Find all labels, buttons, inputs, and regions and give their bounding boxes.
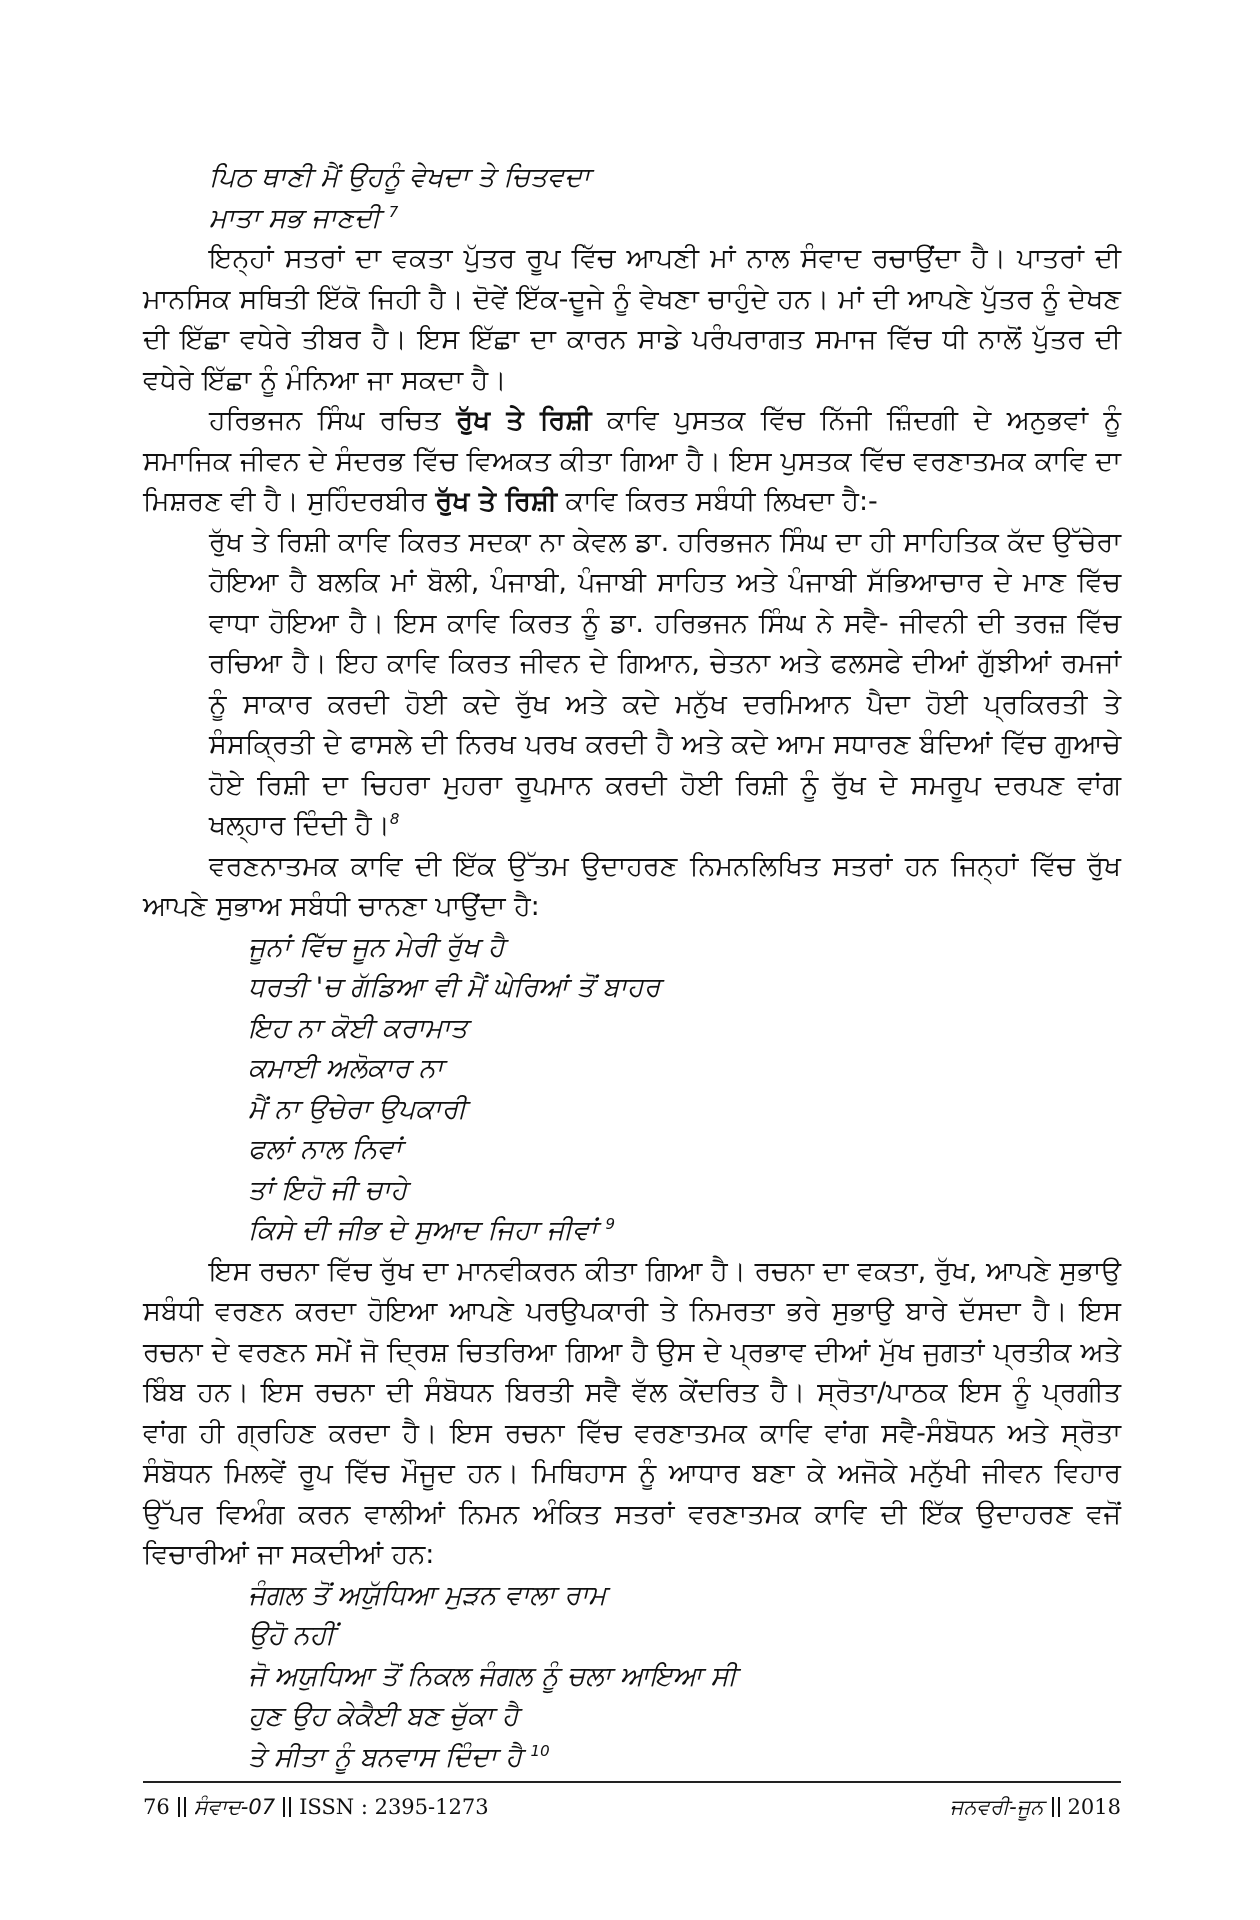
- separator-icon: [1052, 1797, 1060, 1817]
- paragraph: ਇਸ ਰਚਨਾ ਵਿੱਚ ਰੁੱਖ ਦਾ ਮਾਨਵੀਕਰਨ ਕੀਤਾ ਗਿਆ ਹੈ। ਰਚਨਾ ਦਾ ਵਕਤਾ, ਰੁੱਖ, ਆਪਣੇ ਸੁਭਾਉ ਸਬੰਧੀ ਵਰਣਨ ਕਰਦਾ ਹੋਇਆ ਆਪਣੇ ਪਰਉਪਕਾਰੀ ਤੇ ਨਿਮਰਤਾ ਭਰੇ ਸੁਭਾਉ ਬਾਰੇ ਦੱਸਦਾ ਹੈ। ਇਸ ਰਚਨਾ ਦੇ ਵਰਣਨ ਸਮੇਂ ਜੋ ਦ੍ਰਿਸ਼ ਚਿਤਰਿਆ ਗਿਆ ਹੈ ਉਸ ਦੇ ਪ੍ਰਭਾਵ ਦੀਆਂ ਮੁੱਖ ਜੁਗਤਾਂ ਪ੍ਰਤੀਕ ਅਤੇ ਬਿੰਬ ਹਨ। ਇਸ ਰਚਨਾ ਦੀ ਸੰਬੋਧਨ ਬਿਰਤੀ ਸਵੈ ਵੱਲ ਕੇਂਦਰਿਤ ਹੈ। ਸ੍ਰੋਤਾ/ਪਾਠਕ ਇਸ ਨੂੰ ਪ੍ਰਗੀਤ ਵਾਂਗ ਹੀ ਗ੍ਰਹਿਣ ਕਰਦਾ ਹੈ। ਇਸ ਰਚਨਾ ਵਿੱਚ ਵਰਣਾਤਮਕ ਕਾਵਿ ਵਾਂਗ ਸਵੈ-ਸੰਬੋਧਨ ਅਤੇ ਸ੍ਰੋਤਾ ਸੰਬੋਧਨ ਮਿਲਵੇਂ ਰੂਪ ਵਿੱਚ ਮੌਜੂਦ ਹਨ। ਮਿਥਿਹਾਸ ਨੂੰ ਆਧਾਰ ਬਣਾ ਕੇ ਅਜੋਕੇ ਮਨੁੱਖੀ ਜੀਵਨ ਵਿਹਾਰ ਉੱਪਰ ਵਿਅੰਗ ਕਰਨ ਵਾਲੀਆਂ ਨਿਮਨ ਅੰਕਿਤ ਸਤਰਾਂ ਵਰਣਾਤਮਕ ਕਾਵਿ ਦੀ ਇੱਕ ਉਦਾਹਰਣ ਵਜੋਂ ਵਿਚਾਰੀਆਂ ਜਾ ਸਕਦੀਆਂ ਹਨ:: [143, 1255, 1121, 1570]
- journal-name: ਸੰਵਾਦ-07: [193, 1795, 276, 1819]
- verse-line: ਜੋ ਅਯੁਧਿਆ ਤੋਂ ਨਿਕਲ ਜੰਗਲ ਨੂੰ ਚਲਾ ਆਇਆ ਸੀ: [248, 1660, 737, 1692]
- issue-year: 2018: [1067, 1795, 1121, 1819]
- verse-line: ਕਿਸੇ ਦੀ ਜੀਭ ਦੇ ਸੁਆਦ ਜਿਹਾ ਜੀਵਾਂ $^9$: [248, 1215, 616, 1246]
- verse-line: ਜੂਨਾਂ ਵਿੱਚ ਜੂਨ ਮੇਰੀ ਰੁੱਖ ਹੈ: [248, 931, 505, 963]
- footnote-ref: 7: [388, 202, 399, 221]
- page-content: [143, 158, 1121, 1778]
- verse-line: ਹੁਣ ਉਹ ਕੇਕੈਈ ਬਣ ਚੁੱਕਾ ਹੈ: [248, 1701, 519, 1732]
- verse-line: ਧਰਤੀ 'ਚ ਗੱਡਿਆ ਵੀ ਮੈਂ ਘੇਰਿਆਂ ਤੋਂ ਬਾਹਰ: [248, 972, 661, 1003]
- separator-icon: [283, 1797, 291, 1817]
- paragraph: ਹਰਿਭਜਨ ਸਿੰਘ ਰਚਿਤ ਰੁੱਖ ਤੇ ਰਿਸ਼ੀ ਕਾਵਿ ਪੁਸਤਕ ਵਿੱਚ ਨਿੱਜੀ ਜ਼ਿੰਦਗੀ ਦੇ ਅਨੁਭਵਾਂ ਨੂੰ ਸਮਾਜਿਕ ਜੀਵਨ ਦੇ ਸੰਦਰਭ ਵਿੱਚ ਵਿਅਕਤ ਕੀਤਾ ਗਿਆ ਹੈ। ਇਸ ਪੁਸਤਕ ਵਿੱਚ ਵਰਣਾਤਮਕ ਕਾਵਿ ਦਾ ਮਿਸ਼ਰਣ ਵੀ ਹੈ। ਸੁਹਿੰਦਰਬੀਰ ਰੁੱਖ ਤੇ ਰਿਸ਼ੀ ਕਾਵਿ ਕਿਰਤ ਸਬੰਧੀ ਲਿਖਦਾ ਹੈ:-: [143, 405, 1121, 517]
- issue-period: ਜਨਵਰੀ-ਜੂਨ: [949, 1795, 1044, 1819]
- footnote-ref: 8: [389, 810, 400, 828]
- verse-top: [143, 158, 1121, 239]
- footnote-ref: 9: [605, 1215, 616, 1233]
- verse-line: ਤਾਂ ਇਹੋ ਜੀ ਚਾਹੇ: [248, 1174, 407, 1206]
- book-title: ਰੁੱਖ ਤੇ ਰਿਸ਼ੀ: [456, 405, 592, 436]
- separator-icon: [178, 1797, 186, 1817]
- book-title: ਰੁੱਖ ਤੇ ਰਿਸ਼ੀ: [435, 486, 557, 517]
- footnote-ref: 10: [530, 1741, 550, 1760]
- verse-line: ਫਲਾਂ ਨਾਲ ਨਿਵਾਂ: [248, 1134, 402, 1165]
- verse-line: ਜੰਗਲ ਤੋਂ ਅਯੁੱਧਿਆ ਮੁੜਨ ਵਾਲਾ ਰਾਮ: [248, 1579, 607, 1611]
- footer-right: [950, 1790, 1121, 1824]
- block-quote: ਰੁੱਖ ਤੇ ਰਿਸ਼ੀ ਕਾਵਿ ਕਿਰਤ ਸਦਕਾ ਨਾ ਕੇਵਲ ਡਾ. ਹਰਿਭਜਨ ਸਿੰਘ ਦਾ ਹੀ ਸਾਹਿਤਿਕ ਕੱਦ ਉੱਚੇਰਾ ਹੋਇਆ ਹੈ ਬਲਕਿ ਮਾਂ ਬੋਲੀ, ਪੰਜਾਬੀ, ਪੰਜਾਬੀ ਸਾਹਿਤ ਅਤੇ ਪੰਜਾਬੀ ਸੱਭਿਆਚਾਰ ਦੇ ਮਾਣ ਵਿੱਚ ਵਾਧਾ ਹੋਇਆ ਹੈ। ਇਸ ਕਾਵਿ ਕਿਰਤ ਨੂੰ ਡਾ. ਹਰਿਭਜਨ ਸਿੰਘ ਨੇ ਸਵੈ- ਜੀਵਨੀ ਦੀ ਤਰਜ਼ ਵਿੱਚ ਰਚਿਆ ਹੈ। ਇਹ ਕਾਵਿ ਕਿਰਤ ਜੀਵਨ ਦੇ ਗਿਆਨ, ਚੇਤਨਾ ਅਤੇ ਫਲਸਫੇ ਦੀਆਂ ਗੁੱਝੀਆਂ ਰਮਜਾਂ ਨੂੰ ਸਾਕਾਰ ਕਰਦੀ ਹੋਈ ਕਦੇ ਰੁੱਖ ਅਤੇ ਕਦੇ ਮਨੁੱਖ ਦਰਮਿਆਨ ਪੈਦਾ ਹੋਈ ਪ੍ਰਕਿਰਤੀ ਤੇ ਸੰਸਕ੍ਰਿਤੀ ਦੇ ਫਾਸਲੇ ਦੀ ਨਿਰਖ ਪਰਖ ਕਰਦੀ ਹੈ ਅਤੇ ਕਦੇ ਆਮ ਸਧਾਰਣ ਬੰਦਿਆਂ ਵਿੱਚ ਗੁਆਚੇ ਹੋਏ ਰਿਸ਼ੀ ਦਾ ਚਿਹਰਾ ਮੁਹਰਾ ਰੂਪਮਾਨ ਕਰਦੀ ਹੋਈ ਰਿਸ਼ੀ ਨੂੰ ਰੁੱਖ ਦੇ ਸਮਰੂਪ ਦਰਪਣ ਵਾਂਗ ਖਲ੍ਹਾਰ ਦਿੰਦੀ ਹੈ।$^8$: [209, 526, 1121, 841]
- verse-line: ਮੈਂ ਨਾ ਉਚੇਰਾ ਉਪਕਾਰੀ: [248, 1093, 467, 1125]
- verse-line: ਇਹ ਨਾ ਕੋਈ ਕਰਾਮਾਤ: [248, 1012, 468, 1044]
- footer-left: [143, 1790, 489, 1824]
- verse-middle: [143, 928, 1121, 1252]
- paragraph: ਵਰਣਨਾਤਮਕ ਕਾਵਿ ਦੀ ਇੱਕ ਉੱਤਮ ਉਦਾਹਰਣ ਨਿਮਨਲਿਖਿਤ ਸਤਰਾਂ ਹਨ ਜਿਨ੍ਹਾਂ ਵਿੱਚ ਰੁੱਖ ਆਪਣੇ ਸੁਭਾਅ ਸਬੰਧੀ ਚਾਨਣਾ ਪਾਉਂਦਾ ਹੈ:: [143, 850, 1121, 922]
- verse-line: ਪਿਠ ਥਾਣੀ ਮੈਂ ਉਹਨੂੰ ਵੇਖਦਾ ਤੇ ਚਿਤਵਦਾ: [209, 162, 590, 193]
- verse-line: ਉਹੋ ਨਹੀਂ: [248, 1620, 335, 1651]
- issn: ISSN : 2395-1273: [299, 1795, 489, 1819]
- paragraph: ਇਨ੍ਹਾਂ ਸਤਰਾਂ ਦਾ ਵਕਤਾ ਪੁੱਤਰ ਰੂਪ ਵਿੱਚ ਆਪਣੀ ਮਾਂ ਨਾਲ ਸੰਵਾਦ ਰਚਾਉਂਦਾ ਹੈ। ਪਾਤਰਾਂ ਦੀ ਮਾਨਸਿਕ ਸਥਿਤੀ ਇੱਕੋ ਜਿਹੀ ਹੈ। ਦੋਵੇਂ ਇੱਕ-ਦੂਜੇ ਨੂੰ ਵੇਖਣਾ ਚਾਹੁੰਦੇ ਹਨ। ਮਾਂ ਦੀ ਆਪਣੇ ਪੁੱਤਰ ਨੂੰ ਦੇਖਣ ਦੀ ਇੱਛਾ ਵਧੇਰੇ ਤੀਬਰ ਹੈ। ਇਸ ਇੱਛਾ ਦਾ ਕਾਰਨ ਸਾਡੇ ਪਰੰਪਰਾਗਤ ਸਮਾਜ ਵਿੱਚ ਧੀ ਨਾਲੋਂ ਪੁੱਤਰ ਦੀ ਵਧੇਰੇ ਇੱਛਾ ਨੂੰ ਮੰਨਿਆ ਜਾ ਸਕਦਾ ਹੈ।: [143, 243, 1121, 396]
- footer-rule: [143, 1781, 1121, 1783]
- verse-line: ਤੇ ਸੀਤਾ ਨੂੰ ਬਨਵਾਸ ਦਿੰਦਾ ਹੈ $^{10}$: [248, 1741, 550, 1773]
- verse-line: ਕਮਾਈ ਅਲੋਕਾਰ ਨਾ: [248, 1053, 444, 1084]
- page-footer: [143, 1790, 1121, 1824]
- verse-line: ਮਾਤਾ ਸਭ ਜਾਣਦੀ $^7$: [209, 202, 399, 234]
- verse-bottom: [143, 1576, 1121, 1779]
- page-number: 76: [143, 1795, 170, 1819]
